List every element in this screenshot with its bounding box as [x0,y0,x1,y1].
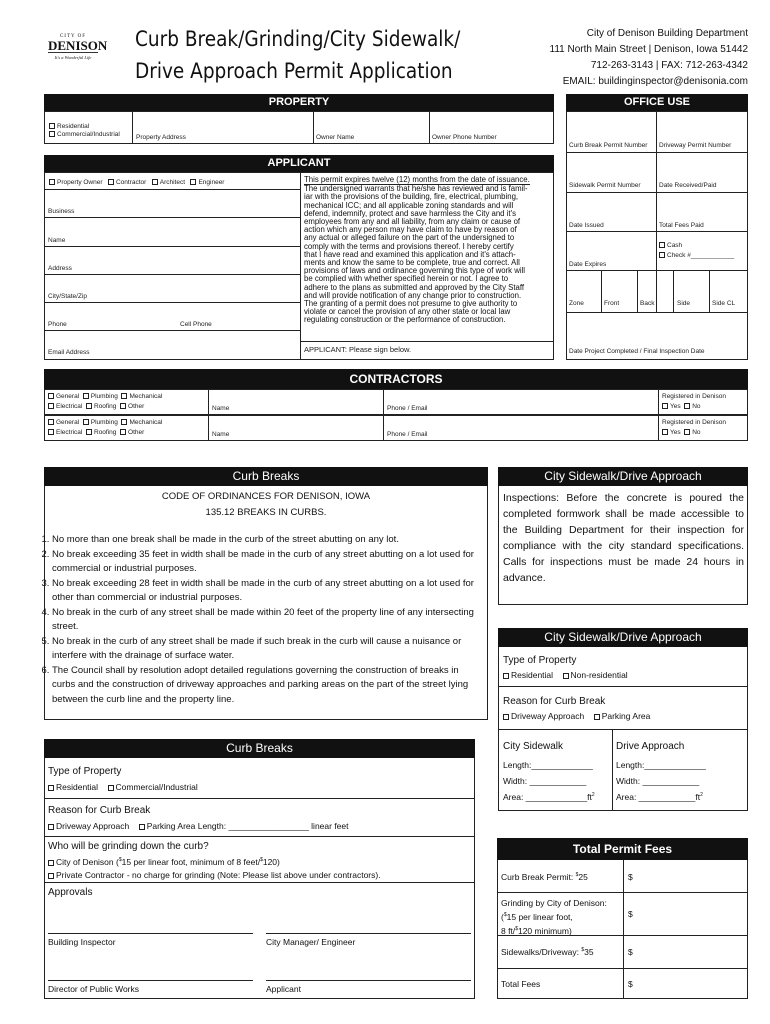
cell-phone-field[interactable]: Cell Phone [180,321,212,328]
address-field[interactable]: Address [48,265,72,272]
business-field[interactable]: Business [48,208,75,215]
side-label: Side [677,300,691,307]
warranty-line: iar with the provisions of the building, fire, electrical, plumbing, [304,192,519,202]
curb-type-label: Type of Property [48,766,122,777]
curb-type-options[interactable]: Residential Commercial/Industrial [48,782,198,792]
curb-form-box [44,739,475,999]
warranty-line: adhere to the plans as submitted and approved by the City Staff [304,282,525,292]
property-header: PROPERTY [44,94,554,111]
warranty-line: The undersigned warrants that he/she has reviewed and is famil- [304,184,528,194]
fee-curb-value[interactable]: $ [628,872,633,882]
logo-tagline: It's a Wonderful Life [54,55,92,60]
warranty-line: The granting of a permit does not presume to give authority to [304,299,518,309]
sidewalk-reason-options[interactable]: Driveway Approach Parking Area [503,711,650,721]
dept-email: EMAIL: buildinginspector@denisonia.com [562,76,748,87]
ordinance-item: 3. No break exceeding 28 feet in width shall be made in the curb of any street abutting on a lot used for other than commercial or industrial purposes. [52,577,480,606]
applicant-signature[interactable]: Applicant [266,984,301,994]
warranty-line: mechanical ICC; and all applicable zoning standards and will [304,200,514,210]
zone-label: Zone [569,300,584,307]
contractor-trade-checkboxes[interactable]: General Plumbing Mechanical [48,393,162,400]
page-title-line1: Curb Break/Grinding/City Sidewalk/ [135,27,461,52]
warranty-line: action which any person may have claim to have by reason of [304,225,517,235]
curb-permit-number: Curb Break Permit Number [569,142,648,149]
code-title: CODE OF ORDINANCES FOR DENISON, IOWA [161,491,371,502]
warranty-line: any actual or alleged failure on the part of the undersigned to [304,233,515,243]
registered-options[interactable]: Yes No [662,429,701,436]
check-checkbox[interactable]: Check #____________ [659,252,734,259]
dept-name: City of Denison Building Department [586,28,748,39]
logo-name: DENISON [48,38,108,53]
approvals-label: Approvals [48,887,93,898]
department-contact [550,26,748,90]
contractor-trade-checkboxes-2[interactable]: Electrical Roofing Other [48,429,144,436]
date-received: Date Received/Paid [659,182,717,189]
sidewalk-area[interactable]: Area: $\_\_\_\_\_\_\_\_\_\_\_\_\_ft^2$ [503,792,595,802]
sidewalk-length[interactable]: Length:_____________ [503,760,593,770]
warranty-line: be complied with whether specified herein or not. I agree to [304,274,509,284]
warranty-line: and will provide notification of any change prior to construction. [304,290,522,300]
fee-sidewalk-label: Sidewalks/Driveway: $35 [501,947,594,957]
fees-header: Total Permit Fees [497,838,748,860]
drive-area[interactable]: Area: $\_\_\_\_\_\_\_\_\_\_\_\_ft^2$ [616,792,703,802]
property-commercial-checkbox[interactable]: Commercial/Industrial [49,131,120,138]
sidewalk-type-options[interactable]: Residential Non-residential [503,670,628,680]
city-state-zip-field[interactable]: City/State/Zip [48,293,88,300]
warranty-line: provisions of laws and ordinance governing this type of work will [304,266,526,276]
drive-approach-col: Drive Approach [616,741,685,752]
back-label: Back [640,300,655,307]
code-section: 135.12 BREAKS IN CURBS. [205,507,327,518]
ordinance-item: 1. No more than one break shall be made in the curb of the street abutting on any lot. [52,533,480,548]
registered-label: Registered in Denison [662,393,726,400]
curb-breaks-info-header: Curb Breaks [44,467,488,486]
contractor-name-field[interactable]: Name [212,405,230,412]
fee-grind-label: Grinding by City of Denison: ($15 per linear foot, 8 ft/$120 minimum) [501,898,607,936]
phone-field[interactable]: Phone [48,321,67,328]
building-inspector-signature[interactable]: Building Inspector [48,937,116,947]
property-residential-checkbox[interactable]: Residential [49,123,89,130]
ordinance-item: 5. No break in the curb of any street shall be made if such break in the curb will cause a nuisance or interfere with the drainage of surface water. [52,635,480,664]
property-address-field[interactable]: Property Address [136,134,186,141]
public-works-signature[interactable]: Director of Public Works [48,984,140,994]
sidewalk-permit-number: Sidewalk Permit Number [569,182,641,189]
date-completed: Date Project Completed / Final Inspection Date [569,348,705,355]
registered-options[interactable]: Yes No [662,403,701,410]
dept-phone: 712-263-3143 | FAX: 712-263-4342 [590,60,748,71]
warranty-text [304,176,552,325]
warranty-line: that I have read and examined this application and it's attach- [304,249,516,259]
fee-sidewalk-value[interactable]: $ [628,947,633,957]
date-expires: Date Expires [569,261,607,268]
drive-length[interactable]: Length:_____________ [616,760,706,770]
who-grinding-label: Who will be grinding down the curb? [48,841,209,852]
side-cl-label: Side CL [712,300,736,307]
driveway-permit-number: Driveway Permit Number [659,142,732,149]
curb-reason-options[interactable]: Driveway Approach Parking Area Length: _________________ linear feet [48,821,349,831]
city-manager-signature[interactable]: City Manager/ Engineer [266,937,356,947]
city-sidewalk-col: City Sidewalk [503,741,564,752]
email-field[interactable]: Email Address [48,349,90,356]
date-issued: Date Issued [569,222,604,229]
warranty-line: defend, indemnify, protect and save harmless the City and it's [304,208,516,218]
cash-checkbox[interactable]: Cash [659,242,682,249]
curb-reason-label: Reason for Curb Break [48,805,151,816]
contractor-phone-field[interactable]: Phone / Email [387,405,428,412]
warranty-line: ments and know the same to be complete, true and correct. All [304,258,520,268]
sidewalk-info-text: Inspections: Before the concrete is poured the completed formwork shall be made accessible to the Building Department for their inspection for compliance with the city standard specifications. Calls for inspections must be made 24 hours in advance. [503,492,744,584]
sidewalk-type-label: Type of Property [503,655,577,666]
contractors-header: CONTRACTORS [44,369,748,389]
ordinance-item: 6. The Council shall by resolution adopt detailed regulations governing the construction of breaks in curbs and the construction of driveway approaches and parking areas on the part of the street lying between the curb line and the property line. [52,664,480,708]
fee-curb-label: Curb Break Permit: $25 [501,872,588,882]
ordinance-item: 2. No break exceeding 35 feet in width shall be made in the curb of any street abutting on a lot used for commercial or industrial purposes. [52,548,480,577]
sidewalk-form-header: City Sidewalk/Drive Approach [498,628,748,647]
expiration-notice: This permit expires twelve (12) months from the date of issuance. [304,175,530,184]
owner-name-field[interactable]: Owner Name [316,134,355,141]
fee-total-label: Total Fees [501,979,541,989]
city-grinding-option[interactable]: City of Denison ($15 per linear foot, minimum of 8 feet/$120) [48,857,280,867]
ordinance-item: 4. No break in the curb of any street shall be made within 20 feet of the property line of any intersecting street. [52,606,480,635]
sidewalk-width[interactable]: Width: ____________ [503,776,587,786]
total-fees-paid: Total Fees Paid [659,222,704,229]
contractor-trade-checkboxes-2[interactable]: Electrical Roofing Other [48,403,144,410]
fee-grind-value[interactable]: $ [628,909,633,919]
logo-small-text: CITY OF [59,34,87,39]
drive-width[interactable]: Width: ____________ [616,776,700,786]
curb-form-header: Curb Breaks [44,739,475,758]
warranty-line: regulating construction or the performance of construction. [304,315,506,325]
owner-phone-field[interactable]: Owner Phone Number [432,134,497,141]
warranty-line: employees from any and all liability, from any claim or cause of [304,217,521,227]
page-title-line2: Drive Approach Permit Application [135,59,453,84]
warranty-line: violate or cancel the provision of any other state or local law [304,307,511,317]
private-grinding-option[interactable]: Private Contractor - no charge for grinding (Note: Please list above under contractors). [48,870,381,880]
ordinance-list [34,533,480,707]
warranty-line: comply with the terms and provisions thereof. I hereby certify [304,241,514,251]
name-field[interactable]: Name [48,237,66,244]
applicant-sign-label: APPLICANT: Please sign below. [304,345,412,354]
city-logo [48,34,108,76]
office-use-header: OFFICE USE [566,94,748,111]
applicant-header: APPLICANT [44,155,554,172]
registered-label: Registered in Denison [662,419,726,426]
sidewalk-info-header: City Sidewalk/Drive Approach [498,467,748,486]
sidewalk-reason-label: Reason for Curb Break [503,696,606,707]
contractor-trade-checkboxes[interactable]: General Plumbing Mechanical [48,419,162,426]
contractor-name-field[interactable]: Name [212,431,230,438]
contractor-phone-field[interactable]: Phone / Email [387,431,428,438]
applicant-type-checkboxes[interactable]: Property Owner Contractor Architect Engineer [49,179,224,186]
front-label: Front [604,300,620,307]
fee-total-value[interactable]: $ [628,979,633,989]
dept-address: 111 North Main Street | Denison, Iowa 51442 [549,44,748,55]
